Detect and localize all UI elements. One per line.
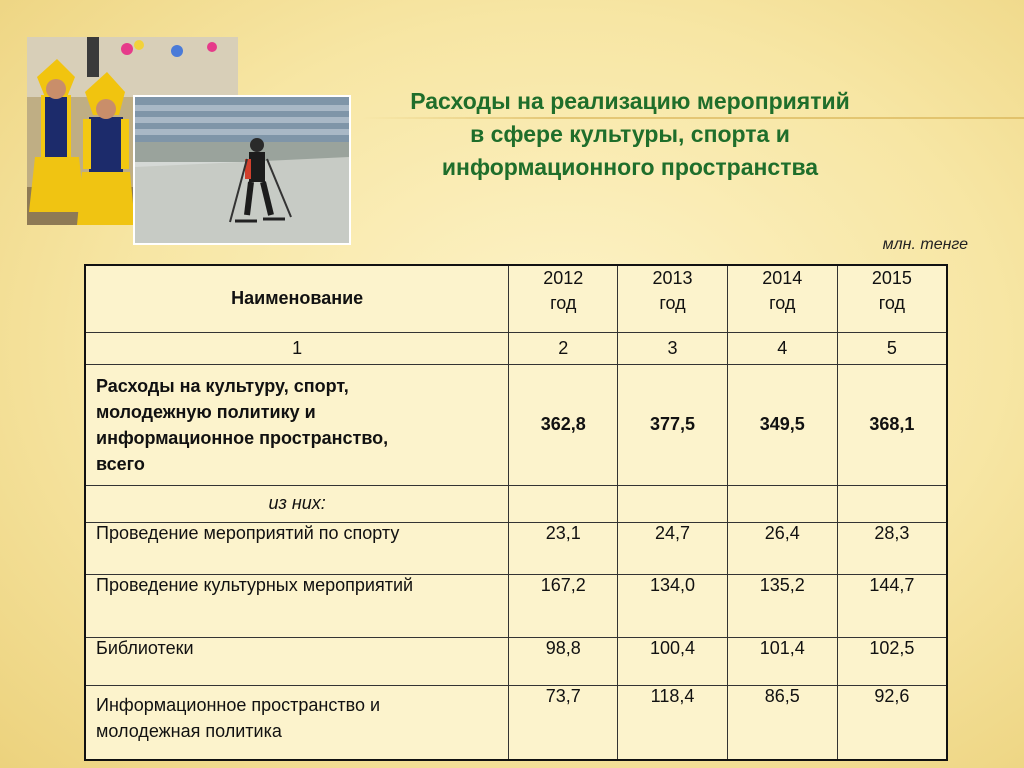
table-row [85, 637, 947, 685]
row-name [85, 574, 509, 637]
row-value: 28,3 [837, 522, 947, 574]
row-value: 26,4 [727, 522, 837, 574]
expenses-table [84, 264, 948, 761]
total-name-line: всего [96, 453, 145, 474]
row-value: 92,6 [837, 685, 947, 760]
subheader-row [85, 485, 947, 522]
total-value: 349,5 [727, 364, 837, 485]
total-value: 377,5 [618, 364, 728, 485]
row-name-line: Библиотеки [96, 637, 194, 658]
index-cell: 4 [727, 332, 837, 364]
total-row [85, 364, 947, 485]
title-line: в сфере культуры, спорта и [470, 121, 790, 147]
total-name-line: информационное пространство, [96, 427, 389, 448]
row-name-line: Проведение культурных мероприятий [96, 574, 414, 595]
title-line: информационного пространства [441, 154, 819, 180]
row-value: 86,5 [727, 685, 837, 760]
total-name-line: Расходы на культуру, спорт, [96, 375, 349, 396]
header-year-number: 2014 [762, 268, 803, 288]
total-value: 362,8 [509, 364, 618, 485]
row-name-line: Информационное пространство и [96, 694, 381, 715]
row-value: 73,7 [509, 685, 618, 760]
row-value: 102,5 [837, 637, 947, 685]
header-year-word: год [769, 293, 796, 313]
row-value: 100,4 [618, 637, 728, 685]
empty-cell [727, 485, 837, 522]
empty-cell [618, 485, 728, 522]
row-name [85, 685, 509, 760]
row-value: 144,7 [837, 574, 947, 637]
row-value: 118,4 [618, 685, 728, 760]
title-line: Расходы на реализацию мероприятий [410, 88, 850, 114]
header-year-word: год [659, 293, 686, 313]
row-value: 24,7 [618, 522, 728, 574]
header-year-number: 2012 [543, 268, 584, 288]
header-year-word: год [878, 293, 905, 313]
header-row [85, 265, 947, 332]
row-value: 98,8 [509, 637, 618, 685]
table-row [85, 574, 947, 637]
unit-label: млн. тенге [882, 236, 968, 253]
table-row [85, 685, 947, 760]
header-name: Наименование [85, 265, 509, 332]
index-cell: 1 [85, 332, 509, 364]
index-cell: 3 [618, 332, 728, 364]
index-cell: 5 [837, 332, 947, 364]
header-year-word: год [550, 293, 577, 313]
total-name-line: молодежную политику и [96, 401, 316, 422]
row-name-line: молодежная политика [96, 720, 282, 741]
skier-photo [133, 95, 351, 245]
row-value: 167,2 [509, 574, 618, 637]
header-year [509, 265, 618, 332]
row-name [85, 637, 509, 685]
table-row [85, 522, 947, 574]
header-year [837, 265, 947, 332]
header-year [618, 265, 728, 332]
header-year-number: 2015 [871, 268, 912, 288]
empty-cell [837, 485, 947, 522]
header-year [727, 265, 837, 332]
empty-cell [509, 485, 618, 522]
index-row [85, 332, 947, 364]
row-value: 135,2 [727, 574, 837, 637]
row-value: 23,1 [509, 522, 618, 574]
row-name-line: Проведение мероприятий по спорту [96, 522, 400, 543]
total-value: 368,1 [837, 364, 947, 485]
slide-title [365, 85, 895, 184]
row-value: 134,0 [618, 574, 728, 637]
row-name [85, 522, 509, 574]
subheader-label: из них: [85, 485, 509, 522]
row-value: 101,4 [727, 637, 837, 685]
index-cell: 2 [509, 332, 618, 364]
header-year-number: 2013 [652, 268, 693, 288]
total-row-name [85, 364, 509, 485]
